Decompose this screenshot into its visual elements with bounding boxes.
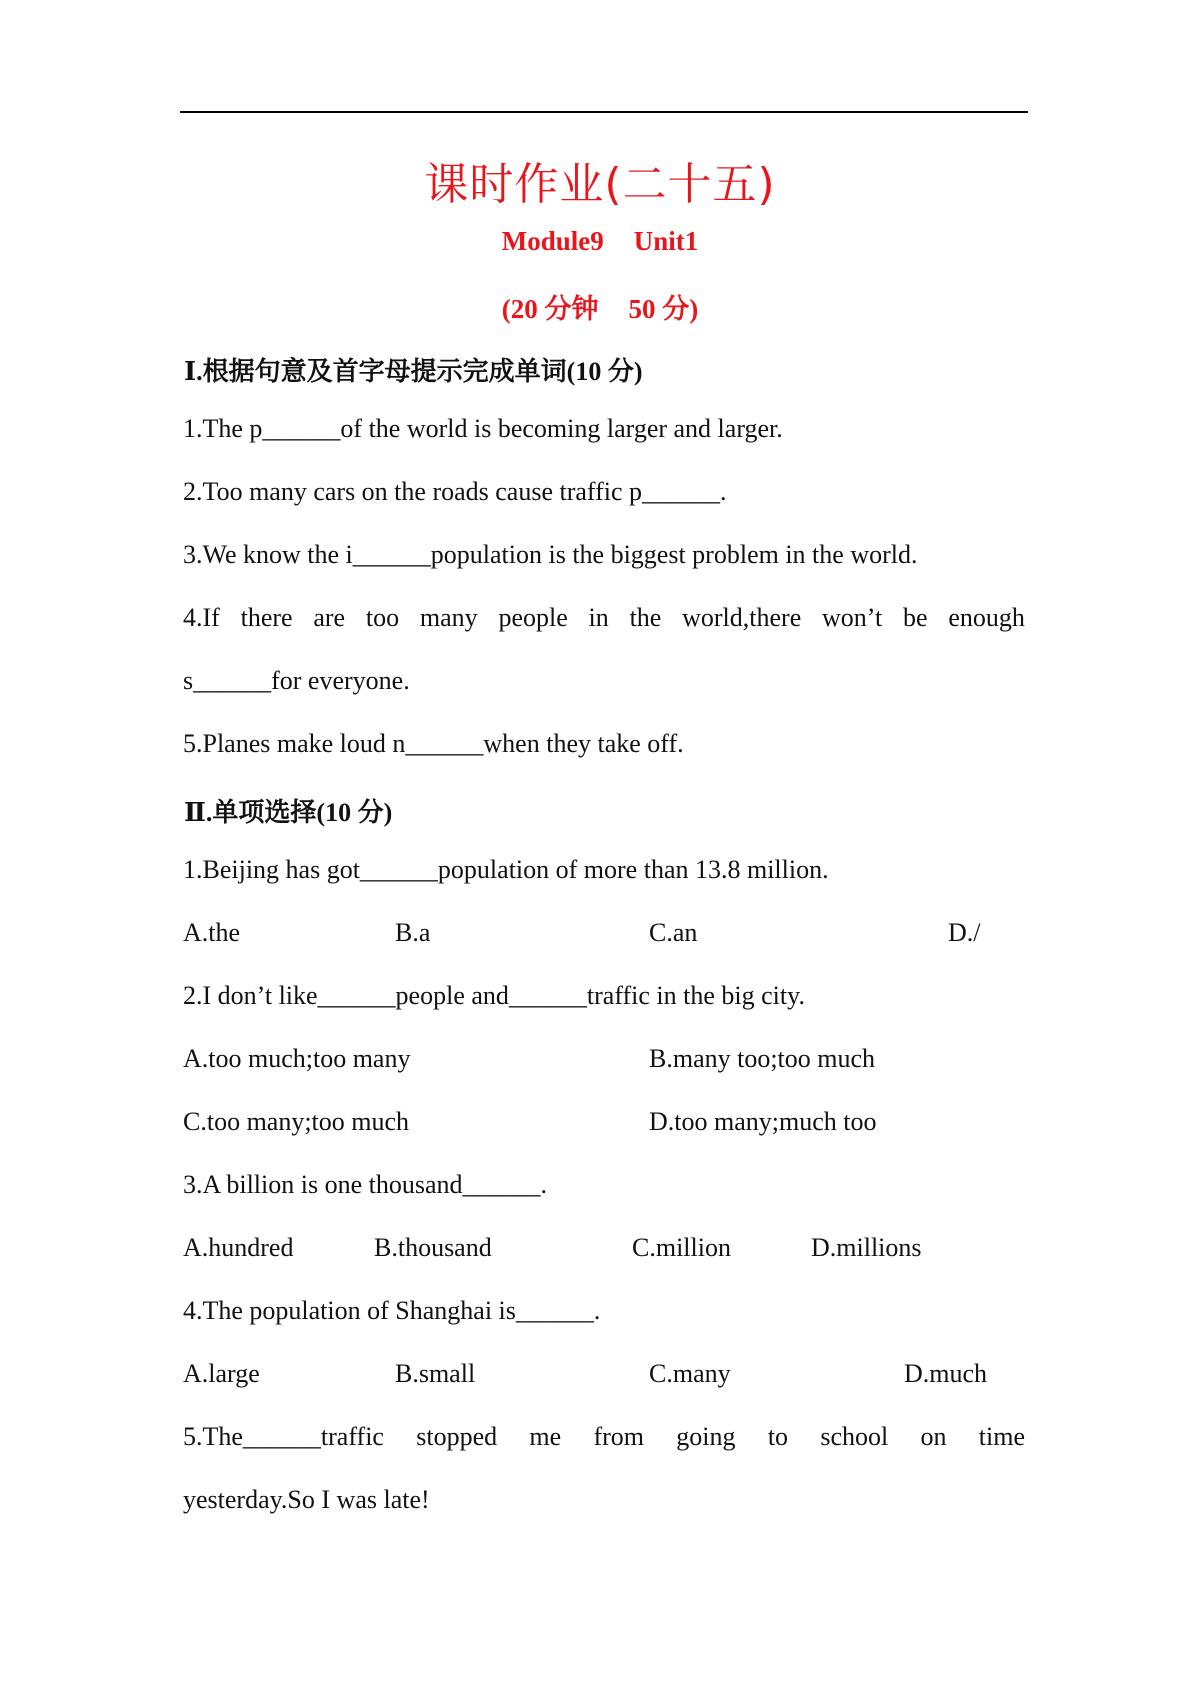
q4-word: people — [498, 603, 568, 632]
q5-word: time — [978, 1422, 1025, 1451]
module-unit-subtitle — [0, 226, 1200, 257]
q1-option-c: C.an — [649, 918, 698, 947]
q3-option-d: D.millions — [811, 1233, 922, 1262]
q3-option-c: C.million — [632, 1233, 731, 1262]
q2-option-a: A.too much;too many — [183, 1044, 411, 1073]
q4-word: in — [588, 603, 609, 632]
q5-word: stopped — [416, 1422, 498, 1451]
q5-word: on — [920, 1422, 947, 1451]
q4-word: are — [313, 603, 346, 632]
s2-question-5-continued: yesterday.So I was late! — [183, 1485, 430, 1514]
q4-option-a: A.large — [183, 1359, 260, 1388]
s2-question-4: 4.The population of Shanghai is______. — [183, 1296, 601, 1325]
s1-question-3: 3.We know the i______population is the biggest problem in the world. — [183, 540, 918, 569]
q5-word: 5.The______traffic — [183, 1422, 384, 1451]
s1-question-2: 2.Too many cars on the roads cause traffic p______. — [183, 477, 727, 506]
section-1-heading: Ⅰ.根据句意及首字母提示完成单词(10 分) — [184, 357, 643, 386]
q2-option-b: B.many too;too much — [649, 1044, 876, 1073]
time-label: (20 分钟 — [501, 294, 599, 324]
header-rule — [180, 111, 1028, 113]
q4-word: many — [419, 603, 478, 632]
q2-option-c: C.too many;too much — [183, 1107, 410, 1136]
q4-option-c: C.many — [649, 1359, 731, 1388]
q4-word: the — [629, 603, 662, 632]
q4-word: too — [365, 603, 400, 632]
s2-question-2: 2.I don’t like______people and______traffic in the big city. — [183, 981, 805, 1010]
q5-word: me — [529, 1422, 562, 1451]
q5-word: school — [820, 1422, 889, 1451]
score-label: 50 分) — [628, 294, 699, 324]
s2-question-3: 3.A billion is one thousand______. — [183, 1170, 547, 1199]
q4-word: there — [240, 603, 293, 632]
q1-option-b: B.a — [395, 918, 431, 947]
q4-word: enough — [948, 603, 1025, 632]
q3-option-a: A.hundred — [183, 1233, 294, 1262]
s2-question-5 — [183, 1422, 1025, 1452]
q4-word: world,there — [682, 603, 802, 632]
worksheet-title: 课时作业(二十五) — [424, 159, 776, 210]
q1-option-d: D./ — [948, 918, 981, 947]
q5-word: to — [767, 1422, 789, 1451]
q5-word: going — [676, 1422, 736, 1451]
time-score-subtitle — [0, 287, 1200, 326]
q5-word: from — [593, 1422, 645, 1451]
q1-option-a: A.the — [183, 918, 241, 947]
q4-option-b: B.small — [395, 1359, 476, 1388]
section-2-heading: Ⅱ.单项选择(10 分) — [184, 798, 393, 827]
q3-option-b: B.thousand — [374, 1233, 492, 1262]
s1-question-4-continued: s______for everyone. — [183, 666, 410, 695]
s1-question-4 — [183, 603, 1025, 633]
q4-word: be — [903, 603, 928, 632]
unit-label: Unit1 — [633, 226, 699, 256]
s1-question-1: 1.The p______of the world is becoming larger and larger. — [183, 414, 783, 443]
q4-option-d: D.much — [904, 1359, 988, 1388]
q4-word: won’t — [822, 603, 883, 632]
s1-question-5: 5.Planes make loud n______when they take off. — [183, 729, 684, 758]
q2-option-d: D.too many;much too — [649, 1107, 877, 1136]
q4-word: 4.If — [183, 603, 220, 632]
s2-question-1: 1.Beijing has got______population of more than 13.8 million. — [183, 855, 829, 884]
module-label: Module9 — [501, 226, 604, 256]
